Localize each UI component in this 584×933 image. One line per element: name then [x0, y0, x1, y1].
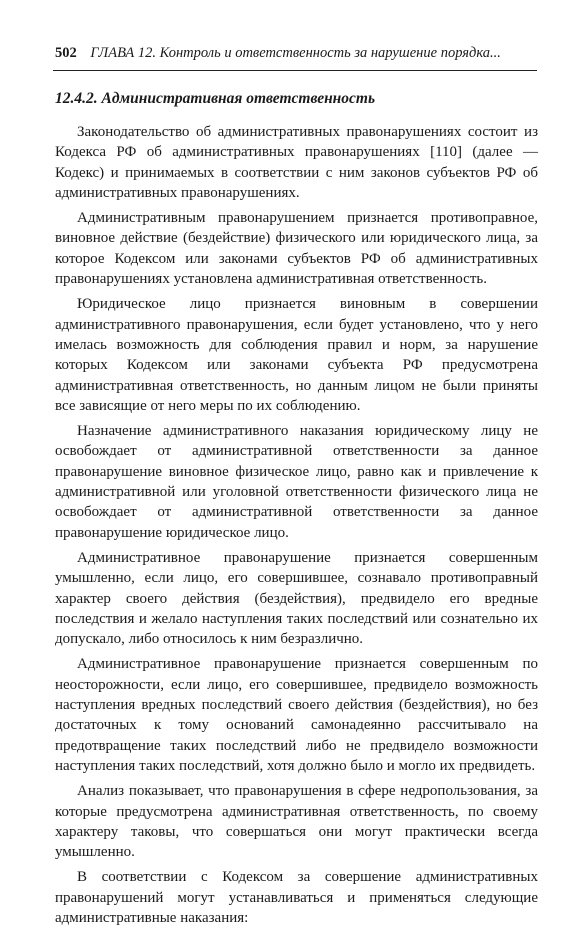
paragraph: Административным правонарушением признается противоправное, виновное действие (бездействие) физического или юридического лица, за которое Кодексом или законами субъектов РФ об административных правонарушениях установлена административная ответственность. — [55, 210, 538, 288]
section-heading: 12.4.2. Административная ответственность — [55, 90, 376, 107]
paragraph: Административное правонарушение признается совершенным по неосторожности, если лицо, его совершившее, предвидело возможность наступления вредных последствий своего действия (бездействия), но без достаточных к тому оснований самонадеянно рассчитывало на предотвращение таких последствий либо не предвидело возможности наступления таких последствий, хотя должно было и могло их предвидеть. — [55, 656, 538, 774]
paragraph: Анализ показывает, что правонарушения в сфере недропользования, за которые предусмотрена административная ответственность, по своему характеру таковы, что совершаться они могут практически всегда умышленно. — [55, 783, 538, 861]
running-title: ГЛАВА 12. Контроль и ответственность за нарушение порядка... — [90, 45, 501, 61]
paragraph: Юридическое лицо признается виновным в совершении административного правонарушения, если будет установлено, что у него имелась возможность для соблюдения правил и норм, за нарушение которых Кодексом или законами субъекта РФ предусмотрена административная ответственность, но данным лицом не были приняты все зависящие от него меры по их соблюдению. — [55, 296, 538, 414]
page-number: 502 — [55, 45, 77, 61]
paragraph: Административное правонарушение признается совершенным умышленно, если лицо, его совершившее, сознавало противоправный характер своего действия (бездействия), предвидело его вредные последствия и желало наступления таких последствий или сознательно их допускало, либо относилось к ним безразлично. — [55, 549, 538, 648]
running-head — [55, 45, 535, 62]
paragraph: В соответствии с Кодексом за совершение административных правонарушений могут устанавливаться и применяться следующие административные наказания: — [55, 869, 538, 926]
body-text — [55, 122, 538, 933]
header-rule — [53, 70, 537, 71]
paragraph: Назначение административного наказания юридическому лицу не освобождает от административной ответственности за данное правонарушение виновное физическое лицо, равно как и привлечение к административной или уголовной ответственности физического лица не освобождает от административной ответственности за данное правонарушение юридическое лицо. — [55, 423, 538, 541]
paragraph: Законодательство об административных правонарушениях состоит из Кодекса РФ об административных правонарушениях [110] (далее — Кодекс) и принимаемых в соответствии с ним законов субъектов РФ об административных правонарушениях. — [55, 124, 538, 201]
